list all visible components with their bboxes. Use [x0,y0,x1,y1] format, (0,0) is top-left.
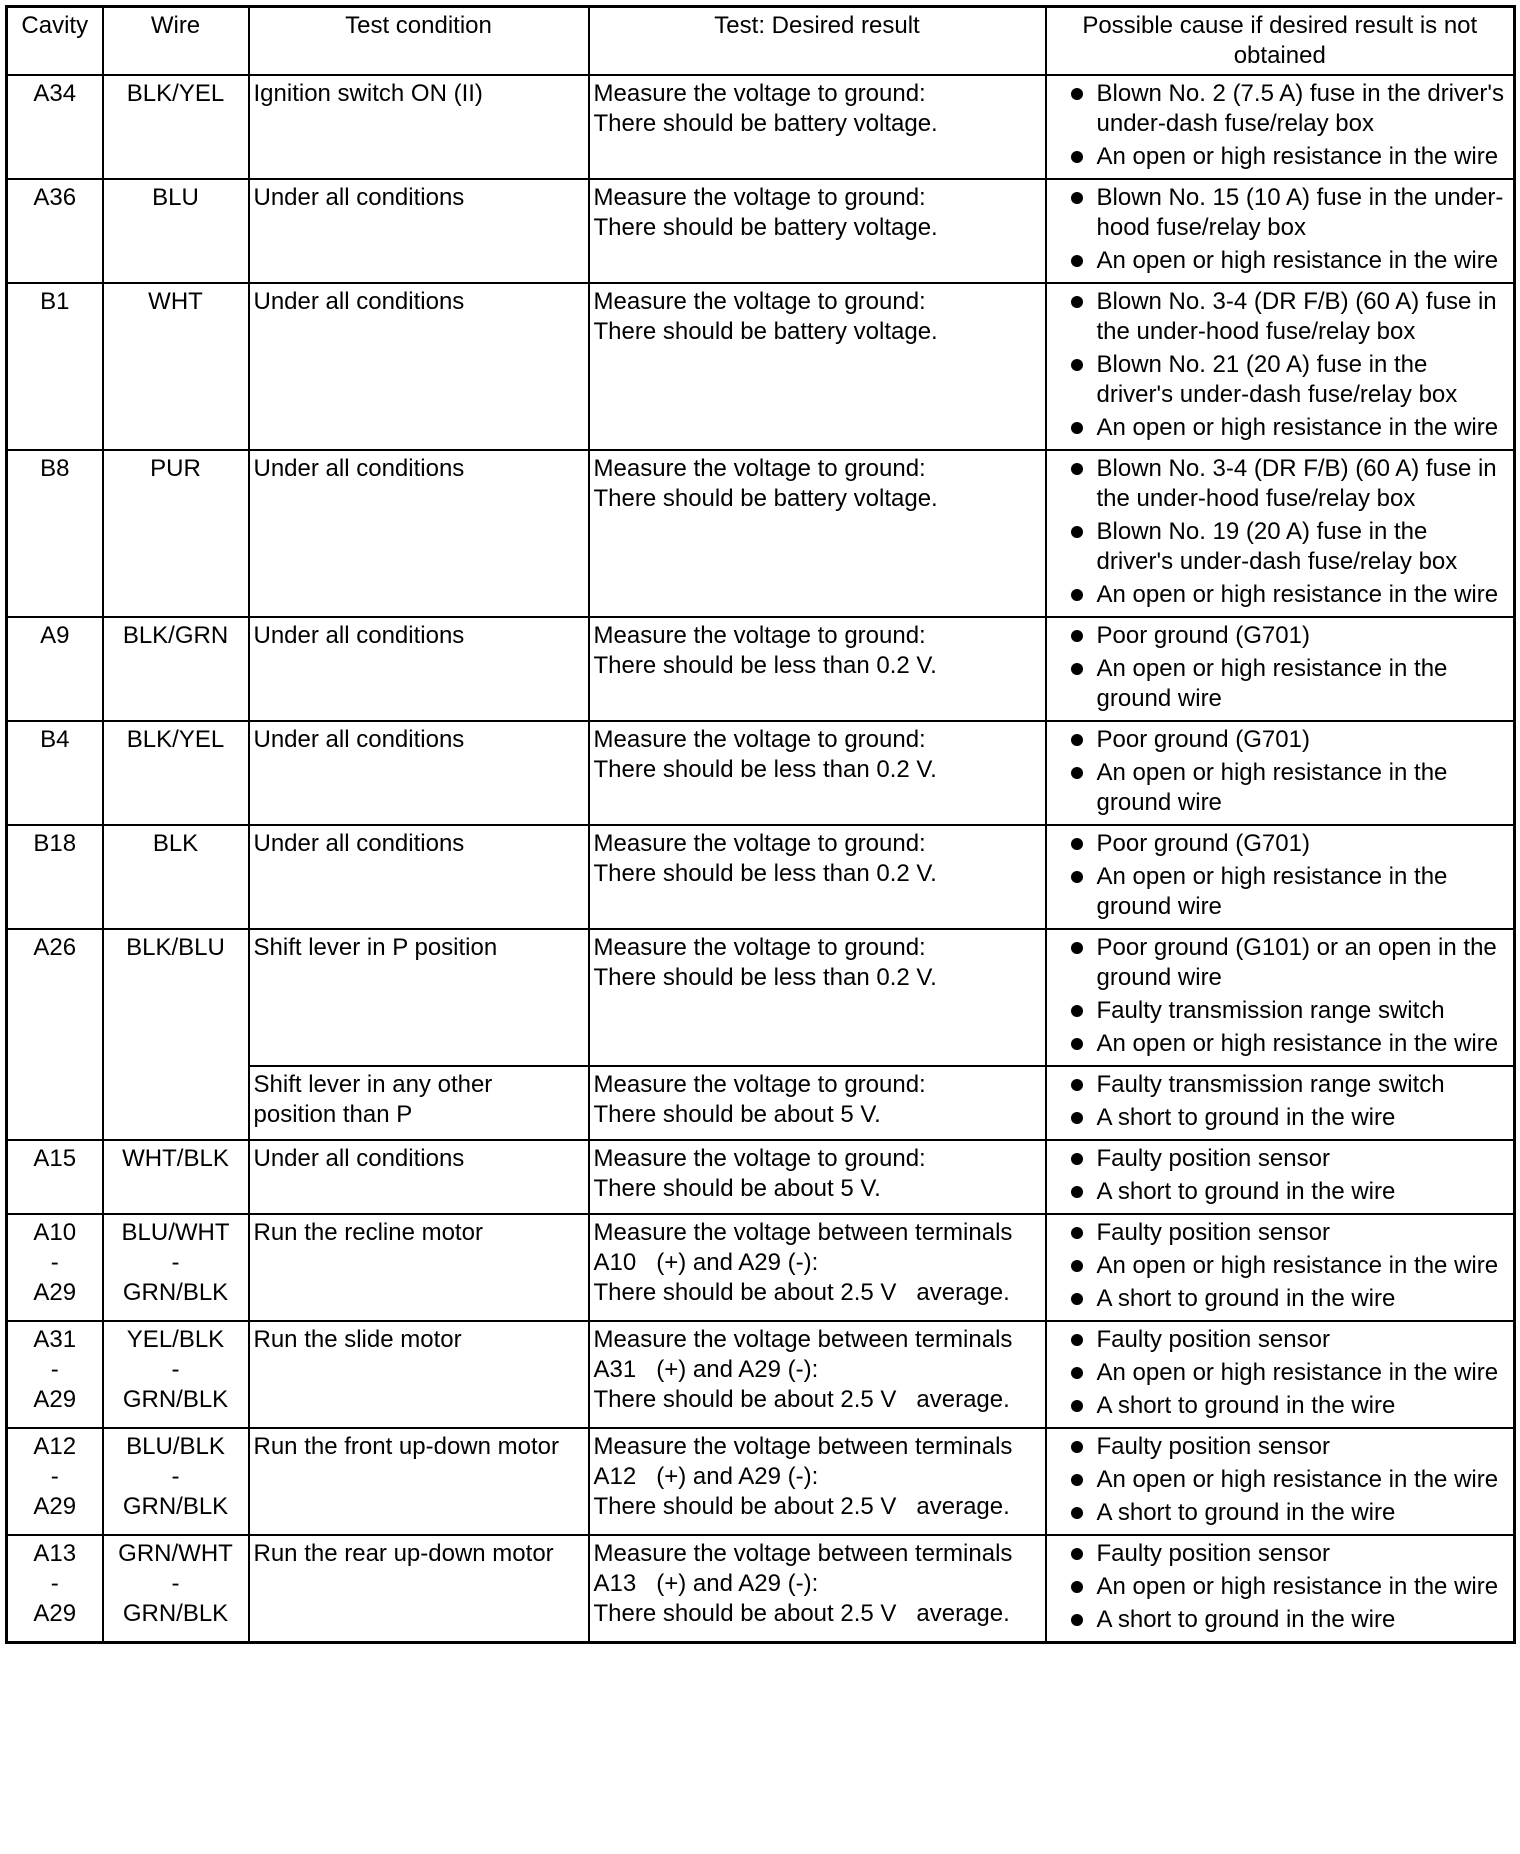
desired-result-text: Measure the voltage to ground: [593,622,926,649]
cause-item: A short to ground in the wire [1051,1284,1510,1314]
test-condition-text: Shift lever in any other [253,1071,493,1098]
cavity-label: - [50,1249,59,1276]
wire-cell [103,75,249,179]
desired-result-text: A10 (+) and A29 (-): [593,1249,819,1276]
cavity-cell [7,1321,103,1428]
desired-result-text: There should be about 2.5 V average. [593,1493,1010,1520]
desired-result-text: There should be battery voltage. [593,214,938,241]
wire-color-label: - [171,1356,180,1383]
wire-cell [103,825,249,929]
desired-result-text: Measure the voltage to ground: [593,288,926,315]
cavity-cell [7,1535,103,1643]
possible-cause-cell [1046,1535,1515,1643]
cause-item: An open or high resistance in the wire [1051,580,1510,610]
wire-cell [103,617,249,721]
possible-cause-cell [1046,179,1515,283]
wire-color-label: BLK/YEL [126,80,225,107]
table-row [7,1428,1515,1535]
wire-color-label: BLK [152,830,199,857]
test-condition-cell [249,721,589,825]
desired-result-cell [589,721,1046,825]
table-row [7,825,1515,929]
table-row [7,617,1515,721]
wire-color-label: GRN/BLK [122,1386,229,1413]
desired-result-text: A31 (+) and A29 (-): [593,1356,819,1383]
desired-result-cell [589,1066,1046,1140]
wire-color-label: GRN/BLK [122,1279,229,1306]
wire-color-label: GRN/WHT [118,1540,233,1567]
cavity-cell [7,825,103,929]
desired-result-text: Measure the voltage to ground: [593,1145,926,1172]
cause-item: Poor ground (G701) [1051,829,1510,859]
desired-result-text: There should be about 5 V. [593,1101,881,1128]
wire-color-label: - [171,1463,180,1490]
test-condition-cell [249,1214,589,1321]
test-condition-cell [249,450,589,617]
test-condition-cell [249,1428,589,1535]
desired-result-text: Measure the voltage to ground: [593,726,926,753]
wire-color-label: BLU [152,184,199,211]
cause-list [1051,1218,1510,1314]
desired-result-text: Measure the voltage to ground: [593,1071,926,1098]
cause-item: Poor ground (G701) [1051,725,1510,755]
possible-cause-cell [1046,283,1515,450]
cause-item: A short to ground in the wire [1051,1177,1510,1207]
desired-result-cell [589,1535,1046,1643]
table-row [7,450,1515,617]
desired-result-cell [589,283,1046,450]
desired-result-text: There should be less than 0.2 V. [593,860,937,887]
cavity-label: A26 [33,934,77,961]
table-row [7,1140,1515,1214]
cause-item: An open or high resistance in the ground wire [1051,758,1510,818]
cavity-cell [7,1428,103,1535]
desired-result-cell [589,825,1046,929]
cause-item: An open or high resistance in the wire [1051,1572,1510,1602]
table-row [7,179,1515,283]
wire-cell [103,450,249,617]
desired-result-cell [589,450,1046,617]
test-condition-text: Run the rear up-down motor [253,1540,554,1567]
cause-item: Blown No. 3-4 (DR F/B) (60 A) fuse in the under-hood fuse/relay box [1051,287,1510,347]
desired-result-text: Measure the voltage between terminals [593,1219,1013,1246]
cause-list [1051,1070,1510,1133]
possible-cause-cell [1046,1321,1515,1428]
possible-cause-cell [1046,1140,1515,1214]
desired-result-cell [589,1428,1046,1535]
possible-cause-cell [1046,1214,1515,1321]
desired-result-text: There should be less than 0.2 V. [593,756,937,783]
wire-cell [103,929,249,1140]
possible-cause-cell [1046,1066,1515,1140]
test-condition-text: Under all conditions [253,288,465,315]
cavity-label: - [50,1570,59,1597]
wire-color-label: - [171,1570,180,1597]
test-condition-cell [249,929,589,1066]
table-row [7,929,1515,1066]
wire-cell [103,179,249,283]
wire-color-label: GRN/BLK [122,1600,229,1627]
desired-result-text: There should be battery voltage. [593,110,938,137]
cavity-label: A9 [40,622,70,649]
wire-color-label: BLK/BLU [126,934,225,961]
desired-result-cell [589,1214,1046,1321]
cause-item: Blown No. 21 (20 A) fuse in the driver's under-dash fuse/relay box [1051,350,1510,410]
test-condition-text: Under all conditions [253,184,465,211]
cause-item: Faulty position sensor [1051,1325,1510,1355]
troubleshooting-table-sheet [5,5,1513,1644]
test-condition-cell [249,283,589,450]
cavity-label: A31 [33,1326,77,1353]
wire-cell [103,1535,249,1643]
cause-item: A short to ground in the wire [1051,1498,1510,1528]
cause-item: Faulty position sensor [1051,1432,1510,1462]
header-cavity: Cavity [7,7,103,76]
desired-result-text: Measure the voltage between terminals [593,1326,1013,1353]
cavity-label: A36 [33,184,77,211]
test-condition-text: Under all conditions [253,455,465,482]
cause-list [1051,79,1510,172]
cause-list [1051,454,1510,610]
desired-result-text: Measure the voltage to ground: [593,184,926,211]
cavity-cell [7,450,103,617]
header-test-condition: Test condition [249,7,589,76]
cavity-label: A29 [33,1493,77,1520]
wire-cell [103,1321,249,1428]
test-condition-text: Under all conditions [253,830,465,857]
test-condition-cell [249,179,589,283]
cause-list [1051,621,1510,714]
cause-list [1051,183,1510,276]
cause-item: An open or high resistance in the wire [1051,1358,1510,1388]
test-condition-cell [249,1321,589,1428]
test-condition-text: Run the front up-down motor [253,1433,559,1460]
desired-result-text: There should be battery voltage. [593,318,938,345]
cause-item: Faulty position sensor [1051,1218,1510,1248]
wire-color-label: BLK/GRN [122,622,229,649]
cavity-cell [7,75,103,179]
desired-result-cell [589,179,1046,283]
table-header [7,7,1515,76]
desired-result-cell [589,929,1046,1066]
cavity-cell [7,179,103,283]
desired-result-text: Measure the voltage to ground: [593,80,926,107]
cause-item: An open or high resistance in the wire [1051,413,1510,443]
desired-result-cell [589,1321,1046,1428]
cause-item: A short to ground in the wire [1051,1391,1510,1421]
cavity-cell [7,1140,103,1214]
test-condition-cell [249,1066,589,1140]
header-row [7,7,1515,76]
cavity-label: A12 [33,1433,77,1460]
cause-item: Faulty transmission range switch [1051,996,1510,1026]
test-condition-text: Run the recline motor [253,1219,483,1246]
cause-list [1051,1432,1510,1528]
cause-item: A short to ground in the wire [1051,1103,1510,1133]
cavity-label: B1 [40,288,70,315]
cause-item: Faulty position sensor [1051,1144,1510,1174]
cause-item: An open or high resistance in the ground wire [1051,862,1510,922]
cause-item: An open or high resistance in the wire [1051,142,1510,172]
cause-item: An open or high resistance in the wire [1051,1465,1510,1495]
table-row [7,1214,1515,1321]
wire-cell [103,1214,249,1321]
wire-cell [103,283,249,450]
desired-result-text: Measure the voltage to ground: [593,455,926,482]
wire-color-label: WHT [148,288,203,315]
desired-result-text: Measure the voltage between terminals [593,1540,1013,1567]
cavity-label: A29 [33,1279,77,1306]
desired-result-text: There should be less than 0.2 V. [593,652,937,679]
cavity-cell [7,721,103,825]
wire-color-label: GRN/BLK [122,1493,229,1520]
cause-item: An open or high resistance in the wire [1051,246,1510,276]
desired-result-text: There should be battery voltage. [593,485,938,512]
possible-cause-cell [1046,1428,1515,1535]
test-condition-cell [249,1140,589,1214]
test-condition-text: Run the slide motor [253,1326,462,1353]
wire-color-label: BLU/BLK [126,1433,225,1460]
wire-color-label: BLK/YEL [126,726,225,753]
cause-list [1051,725,1510,818]
desired-result-cell [589,617,1046,721]
table-row [7,283,1515,450]
cause-item: An open or high resistance in the wire [1051,1251,1510,1281]
cause-item: Faulty position sensor [1051,1539,1510,1569]
desired-result-text: There should be less than 0.2 V. [593,964,937,991]
cause-list [1051,1144,1510,1207]
test-condition-cell [249,1535,589,1643]
test-condition-cell [249,825,589,929]
cause-item: Poor ground (G101) or an open in the ground wire [1051,933,1510,993]
wire-cell [103,1428,249,1535]
wire-color-label: YEL/BLK [126,1326,225,1353]
test-condition-text: Under all conditions [253,726,465,753]
cavity-cell [7,617,103,721]
cavity-label: - [50,1463,59,1490]
cause-item: Faulty transmission range switch [1051,1070,1510,1100]
desired-result-text: There should be about 2.5 V average. [593,1386,1010,1413]
cause-item: An open or high resistance in the ground wire [1051,654,1510,714]
wire-cell [103,721,249,825]
table-body [7,75,1515,1643]
cause-list [1051,933,1510,1059]
desired-result-text: There should be about 2.5 V average. [593,1600,1010,1627]
cavity-cell [7,283,103,450]
cavity-cell [7,929,103,1140]
cavity-label: A10 [33,1219,77,1246]
header-wire: Wire [103,7,249,76]
cause-item: Blown No. 15 (10 A) fuse in the under-hood fuse/relay box [1051,183,1510,243]
wire-cell [103,1140,249,1214]
cavity-label: A29 [33,1600,77,1627]
cause-item: Blown No. 2 (7.5 A) fuse in the driver's under-dash fuse/relay box [1051,79,1510,139]
cause-item: A short to ground in the wire [1051,1605,1510,1635]
cavity-label: A29 [33,1386,77,1413]
desired-result-text: Measure the voltage to ground: [593,934,926,961]
wire-color-label: - [171,1249,180,1276]
test-condition-text: position than P [253,1101,413,1128]
table-row [7,721,1515,825]
cause-list [1051,829,1510,922]
test-condition-text: Shift lever in P position [253,934,498,961]
possible-cause-cell [1046,617,1515,721]
table-row [7,75,1515,179]
desired-result-text: There should be about 2.5 V average. [593,1279,1010,1306]
header-possible-cause: Possible cause if desired result is not obtained [1046,7,1515,76]
wire-color-label: BLU/WHT [121,1219,230,1246]
cavity-label: A15 [33,1145,77,1172]
cavity-cell [7,1214,103,1321]
wire-color-label: PUR [150,455,201,482]
cavity-label: - [50,1356,59,1383]
test-condition-cell [249,75,589,179]
test-condition-text: Under all conditions [253,1145,465,1172]
cause-list [1051,1539,1510,1635]
possible-cause-cell [1046,75,1515,179]
desired-result-text: Measure the voltage to ground: [593,830,926,857]
desired-result-text: A13 (+) and A29 (-): [593,1570,819,1597]
terminal-test-table [5,5,1516,1644]
possible-cause-cell [1046,825,1515,929]
desired-result-cell [589,1140,1046,1214]
test-condition-text: Ignition switch ON (II) [253,80,483,107]
cavity-label: A13 [33,1540,77,1567]
cavity-label: B8 [40,455,70,482]
desired-result-cell [589,75,1046,179]
cavity-label: A34 [33,80,77,107]
table-row [7,1321,1515,1428]
cavity-label: B4 [40,726,70,753]
wire-color-label: WHT/BLK [122,1145,229,1172]
cause-list [1051,287,1510,443]
test-condition-cell [249,617,589,721]
table-row [7,1535,1515,1643]
possible-cause-cell [1046,929,1515,1066]
desired-result-text: There should be about 5 V. [593,1175,881,1202]
cause-list [1051,1325,1510,1421]
possible-cause-cell [1046,721,1515,825]
desired-result-text: Measure the voltage between terminals [593,1433,1013,1460]
header-desired-result: Test: Desired result [589,7,1046,76]
possible-cause-cell [1046,450,1515,617]
test-condition-text: Under all conditions [253,622,465,649]
cause-item: Blown No. 19 (20 A) fuse in the driver's under-dash fuse/relay box [1051,517,1510,577]
desired-result-text: A12 (+) and A29 (-): [593,1463,819,1490]
cause-item: Blown No. 3-4 (DR F/B) (60 A) fuse in the under-hood fuse/relay box [1051,454,1510,514]
cavity-label: B18 [33,830,77,857]
cause-item: An open or high resistance in the wire [1051,1029,1510,1059]
cause-item: Poor ground (G701) [1051,621,1510,651]
